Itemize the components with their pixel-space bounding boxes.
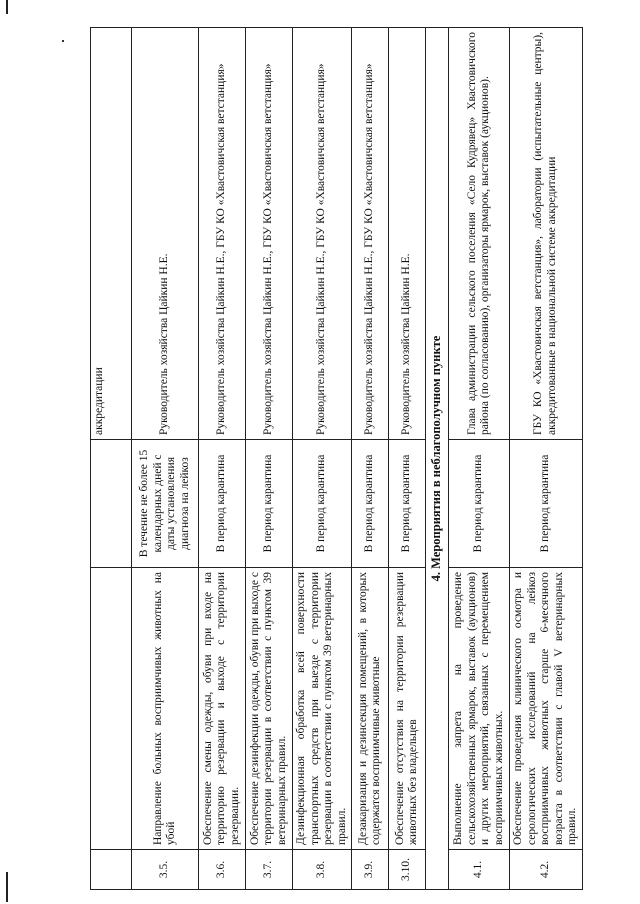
rotated-page	[90, 28, 578, 890]
section-title: 4. Мероприятия в неблагополучном пункте	[426, 28, 449, 890]
measure-description: Обеспечение смены одежды, обуви при входе на территорию резервации и выходе с территории резервации.	[199, 568, 246, 850]
measure-description: Дезинфекционная обработка всей поверхности транспортных средств при выезде с территории резервации в соответствии с пунктом 39 ветеринарных правил.	[293, 568, 352, 850]
measure-responsible: Руководитель хозяйства Цайкин Н.Е., ГБУ КО «Хвастовичская ветстанция»	[352, 28, 389, 440]
measure-responsible: Глава администрации сельского поселения «Село Кудрявец» Хвастовичского района (по согласованию), организаторы ярмарок, выставок (аукционов).	[449, 28, 510, 440]
measure-responsible: Руководитель хозяйства Цайкин Н.Е.	[132, 28, 199, 440]
table-row-continuation	[91, 28, 132, 890]
measure-term: В период карантина	[246, 440, 293, 568]
measure-responsible: Руководитель хозяйства Цайкин Н.Е.	[389, 28, 426, 440]
measure-term: В течение не более 15 календарных дней с даты установления диагноза на лейкоз	[132, 440, 199, 568]
table-cell-resp: аккредитации	[91, 28, 132, 440]
measure-term: В период карантина	[293, 440, 352, 568]
measure-description: Обеспечение отсутствия на территории резервации животных без владельцев	[389, 568, 426, 850]
table-row	[293, 28, 352, 890]
row-number: 3.7.	[246, 850, 293, 890]
scan-edge-mark-top	[6, 0, 8, 14]
measure-responsible: Руководитель хозяйства Цайкин Н.Е., ГБУ КО «Хвастовичская ветстанция»	[293, 28, 352, 440]
table-cell-term	[91, 440, 132, 568]
row-number: 3.8.	[293, 850, 352, 890]
row-number: 4.2.	[510, 850, 583, 890]
row-number: 3.6.	[199, 850, 246, 890]
scan-edge-mark-bottom	[6, 872, 8, 902]
table-row	[199, 28, 246, 890]
table-cell-num	[91, 850, 132, 890]
row-number: 4.1.	[449, 850, 510, 890]
table-row	[352, 28, 389, 890]
measure-description: Выполнение запрета на проведение сельскохозяйственных ярмарок, выставок (аукционов) и других мероприятий, связанных с перемещением восприимчивых животных.	[449, 568, 510, 850]
row-number: 3.5.	[132, 850, 199, 890]
table-row	[389, 28, 426, 890]
measure-term: В период карантина	[449, 440, 510, 568]
measure-description: Обеспечение дезинфекции одежды, обуви при выходе с территории резервации в соответствии с пунктом 39 ветеринарных правил.	[246, 568, 293, 850]
measure-description: Обеспечение проведения клинического осмотра и серологических исследований на лейкоз восприимчивых животных старше 6-месячного возраста в соответствии с главой V ветеринарных правил.	[510, 568, 583, 850]
measure-term: В период карантина	[352, 440, 389, 568]
scan-speck	[62, 40, 64, 42]
table-cell-desc	[91, 568, 132, 850]
row-number: 3.10.	[389, 850, 426, 890]
table-row	[132, 28, 199, 890]
measure-term: В период карантина	[199, 440, 246, 568]
measure-description: Дезакаризация и дезинсекция помещений, в которых содержатся восприимчивые животные	[352, 568, 389, 850]
measures-table	[90, 27, 583, 890]
table-row	[449, 28, 510, 890]
measure-description: Направление больных восприимчивых животных на убой	[132, 568, 199, 850]
table-row	[510, 28, 583, 890]
table-row	[246, 28, 293, 890]
measure-responsible: Руководитель хозяйства Цайкин Н.Е., ГБУ КО «Хвастовичская ветстанция»	[199, 28, 246, 440]
measure-responsible: ГБУ КО «Хвастовичская ветстанция», лаборатории (испытательные центры), аккредитованные в национальной системе аккредитации	[510, 28, 583, 440]
measure-term: В период карантина	[389, 440, 426, 568]
measure-responsible: Руководитель хозяйства Цайкин Н.Е., ГБУ КО «Хвастовичская ветстанция»	[246, 28, 293, 440]
measure-term: В период карантина	[510, 440, 583, 568]
section-header-row	[426, 28, 449, 890]
row-number: 3.9.	[352, 850, 389, 890]
